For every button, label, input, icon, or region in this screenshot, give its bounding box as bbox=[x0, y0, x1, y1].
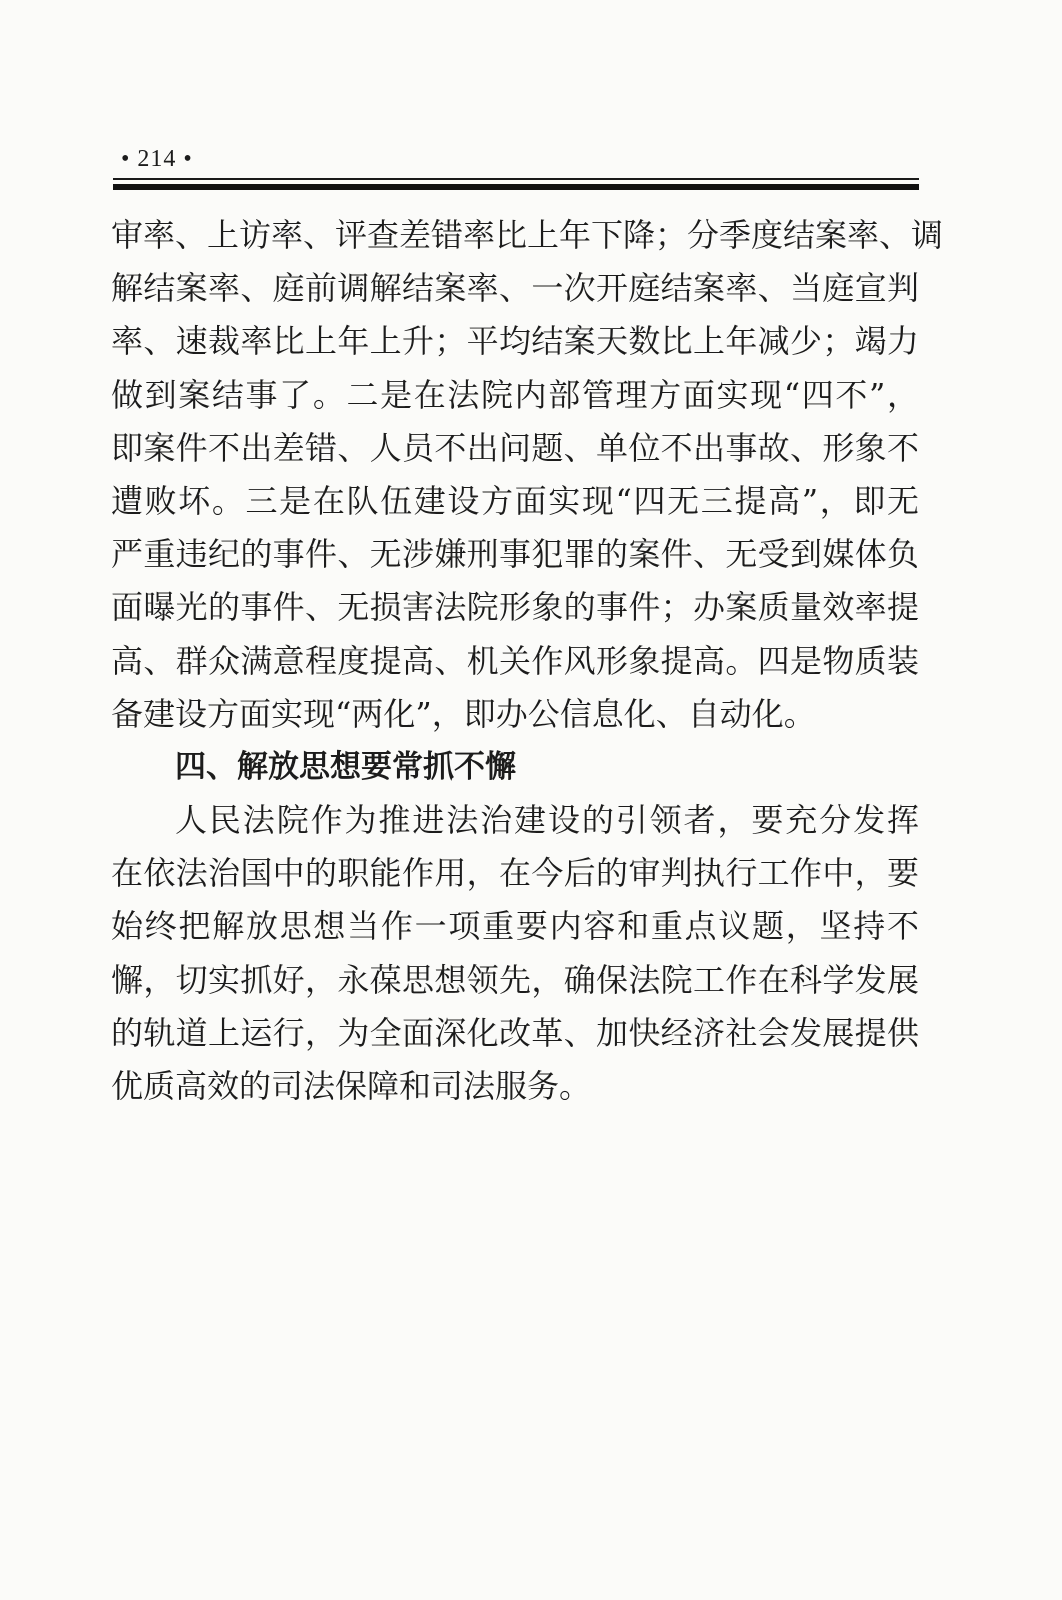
text-line: 备建设方面实现“两化”，即办公信息化、自动化。 bbox=[111, 694, 816, 733]
text-line: 懈，切实抓好，永葆思想领先，确保法院工作在科学发展 bbox=[111, 960, 919, 999]
paragraph bbox=[111, 794, 919, 1113]
paragraph-continued bbox=[111, 209, 944, 741]
text-line: 的轨道上运行，为全面深化改革、加快经济社会发展提供 bbox=[111, 1013, 919, 1052]
page-number: • 214 • bbox=[121, 146, 193, 172]
text-line: 高、群众满意程度提高、机关作风形象提高。四是物质装 bbox=[111, 641, 919, 680]
text-line: 面曝光的事件、无损害法院形象的事件；办案质量效率提 bbox=[111, 588, 919, 627]
text-line: 人民法院作为推进法治建设的引领者，要充分发挥 bbox=[175, 801, 919, 840]
text-line: 始终把解放思想当作一项重要内容和重点议题，坚持不 bbox=[111, 907, 919, 946]
header-rule-thick bbox=[113, 184, 919, 190]
text-line: 严重违纪的事件、无涉嫌刑事犯罪的案件、无受到媒体负 bbox=[111, 535, 919, 574]
text-line: 即案件不出差错、人员不出问题、单位不出事故、形象不 bbox=[111, 428, 919, 467]
body-text bbox=[111, 209, 944, 1113]
section-heading: 四、解放思想要常抓不懈 bbox=[175, 748, 516, 785]
text-line: 审率、上访率、评查差错率比上年下降；分季度结案率、调 bbox=[111, 216, 944, 254]
page-header bbox=[113, 146, 919, 196]
text-line: 优质高效的司法保障和司法服务。 bbox=[111, 1067, 592, 1105]
text-line: 遭败坏。三是在队伍建设方面实现“四无三提高”，即无 bbox=[111, 481, 919, 520]
text-line: 在依法治国中的职能作用，在今后的审判执行工作中，要 bbox=[111, 854, 919, 893]
text-line: 做到案结事了。二是在法院内部管理方面实现“四不”， bbox=[111, 375, 919, 414]
text-line: 解结案率、庭前调解结案率、一次开庭结案率、当庭宣判 bbox=[111, 269, 919, 308]
text-line: 率、速裁率比上年上升；平均结案天数比上年减少；竭力 bbox=[111, 322, 919, 361]
header-rule-thin bbox=[113, 178, 919, 180]
